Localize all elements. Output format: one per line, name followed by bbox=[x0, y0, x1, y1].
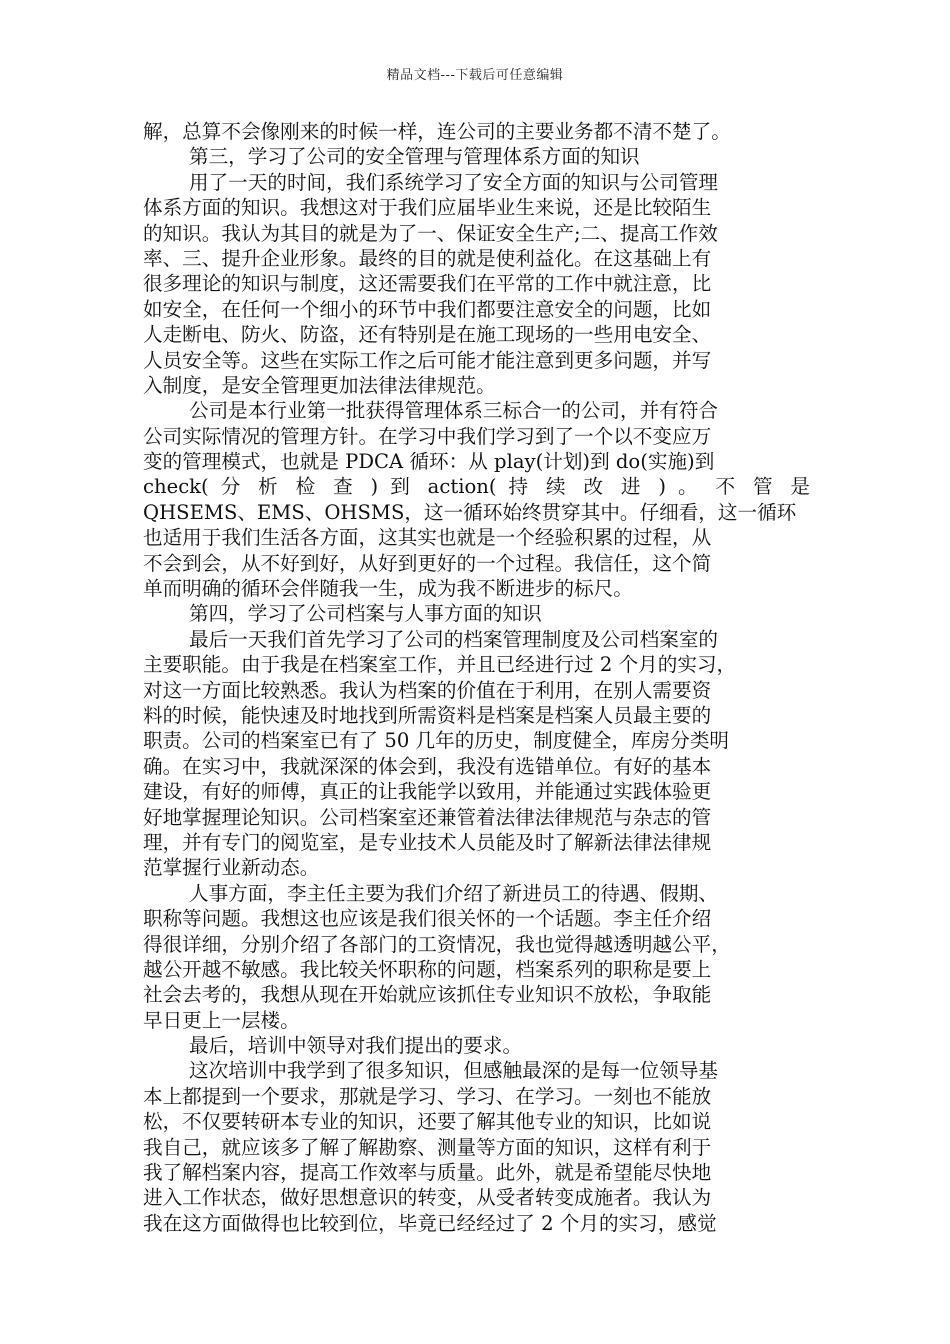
text-line: 主要职能。由于我是在档案室工作，并且已经进行过 2 个月的实习， bbox=[143, 653, 737, 677]
text-line: 我自己，就应该多了解了解勘察、测量等方面的知识，这样有利于 bbox=[143, 1135, 712, 1159]
text-line: 进入工作状态，做好思想意识的转变，从受者转变成施者。我认为 bbox=[143, 1186, 712, 1210]
page-header: 精品文档---下载后可任意编辑 bbox=[386, 68, 564, 83]
text-line: 建设，有好的师傅，真正的让我能学以致用，并能通过实践体验更 bbox=[143, 780, 712, 804]
text-line: 这次培训中我学到了很多知识，但感触最深的是每一位领导基 bbox=[189, 1059, 719, 1083]
text-line: 第四，学习了公司档案与人事方面的知识 bbox=[189, 602, 542, 626]
text-line: 早日更上一层楼。 bbox=[143, 1008, 300, 1032]
text-line: 人事方面，李主任主要为我们介绍了新进员工的待遇、假期、 bbox=[189, 881, 719, 905]
text-line: 第三，学习了公司的安全管理与管理体系方面的知识 bbox=[189, 145, 640, 169]
text-line: 也适用于我们生活各方面，这其实也就是一个经验积累的过程，从 bbox=[143, 526, 712, 550]
text-line: 本上都提到一个要求，那就是学习、学习、在学习。一刻也不能放 bbox=[143, 1084, 712, 1108]
text-line: 用了一天的时间，我们系统学习了安全方面的知识与公司管理 bbox=[189, 170, 719, 194]
text-line: 越公开越不敏感。我比较关怀职称的问题，档案系列的职称是要上 bbox=[143, 957, 712, 981]
text-line: 职称等问题。我想这也应该是我们很关怀的一个话题。李主任介绍 bbox=[143, 907, 712, 931]
text-line: 职责。公司的档案室已有了 50 几年的历史，制度健全，库房分类明 bbox=[143, 729, 730, 753]
document-body bbox=[143, 119, 810, 1236]
text-line: 不会到会，从不好到好，从好到更好的一个过程。我信任，这个简 bbox=[143, 551, 712, 575]
text-line: 公司是本行业第一批获得管理体系三标合一的公司，并有符合 bbox=[189, 399, 719, 423]
text-line: QHSEMS、EMS、OHSMS，这一循环始终贯穿其中。仔细看，这一循环 bbox=[143, 500, 797, 524]
text-line: 人走断电、防火、防盗，还有特别是在施工现场的一些用电安全、 bbox=[143, 323, 712, 347]
text-line: 理，并有专门的阅览室，是专业技术人员能及时了解新法律法律规 bbox=[143, 830, 712, 854]
text-line: 范掌握行业新动态。 bbox=[143, 856, 320, 880]
text-line: 最后，培训中领导对我们提出的要求。 bbox=[189, 1034, 523, 1058]
text-line: 率、三、提升企业形象。最终的目的就是使利益化。在这基础上有 bbox=[143, 246, 712, 270]
text-line: 单而明确的循环会伴随我一生，成为我不断进步的标尺。 bbox=[143, 577, 633, 601]
text-line: 最后一天我们首先学习了公司的档案管理制度及公司档案室的 bbox=[189, 627, 719, 651]
text-line: 很多理论的知识与制度，这还需要我们在平常的工作中就注意，比 bbox=[143, 272, 712, 296]
text-line: 如安全，在任何一个细小的环节中我们都要注意安全的问题，比如 bbox=[143, 297, 712, 321]
text-line: 我了解档案内容，提高工作效率与质量。此外，就是希望能尽快地 bbox=[143, 1161, 712, 1185]
text-line: 体系方面的知识。我想这对于我们应届毕业生来说，还是比较陌生 bbox=[143, 196, 712, 220]
text-line: 社会去考的，我想从现在开始就应该抓住专业知识不放松，争取能 bbox=[143, 983, 712, 1007]
text-line: 料的时候，能快速及时地找到所需资料是档案是档案人员最主要的 bbox=[143, 703, 712, 727]
text-line: 解，总算不会像刚来的时候一样，连公司的主要业务都不清不楚了。 bbox=[143, 120, 731, 143]
text-line: 确。在实习中，我就深深的体会到，我没有选错单位。有好的基本 bbox=[143, 754, 712, 778]
text-line: 对这一方面比较熟悉。我认为档案的价值在于利用，在别人需要资 bbox=[143, 678, 712, 702]
text-line: 人员安全等。这些在实际工作之后可能才能注意到更多问题，并写 bbox=[143, 348, 712, 372]
text-line: 得很详细，分别介绍了各部门的工资情况，我也觉得越透明越公平， bbox=[143, 932, 731, 956]
text-line: 入制度，是安全管理更加法律法律规范。 bbox=[143, 373, 496, 397]
text-line: 好地掌握理论知识。公司档案室还兼管着法律法律规范与杂志的管 bbox=[143, 805, 712, 829]
text-line: 的知识。我认为其目的就是为了一、保证安全生产;二、提高工作效 bbox=[143, 221, 718, 245]
text-line: 松，不仅要转研本专业的知识，还要了解其他专业的知识，比如说 bbox=[143, 1110, 712, 1134]
text-line: 公司实际情况的管理方针。在学习中我们学习到了一个以不变应万 bbox=[143, 424, 712, 448]
text-line: 变的管理模式，也就是 PDCA 循环：从 play(计划)到 do(实施)到 bbox=[143, 450, 715, 474]
text-line: 我在这方面做得也比较到位，毕竟已经经过了 2 个月的实习，感觉 bbox=[143, 1211, 717, 1235]
text-line: check( 分 析 检 查 ) 到 action( 持 续 改 进 ) 。 不 管 是 bbox=[143, 475, 810, 499]
